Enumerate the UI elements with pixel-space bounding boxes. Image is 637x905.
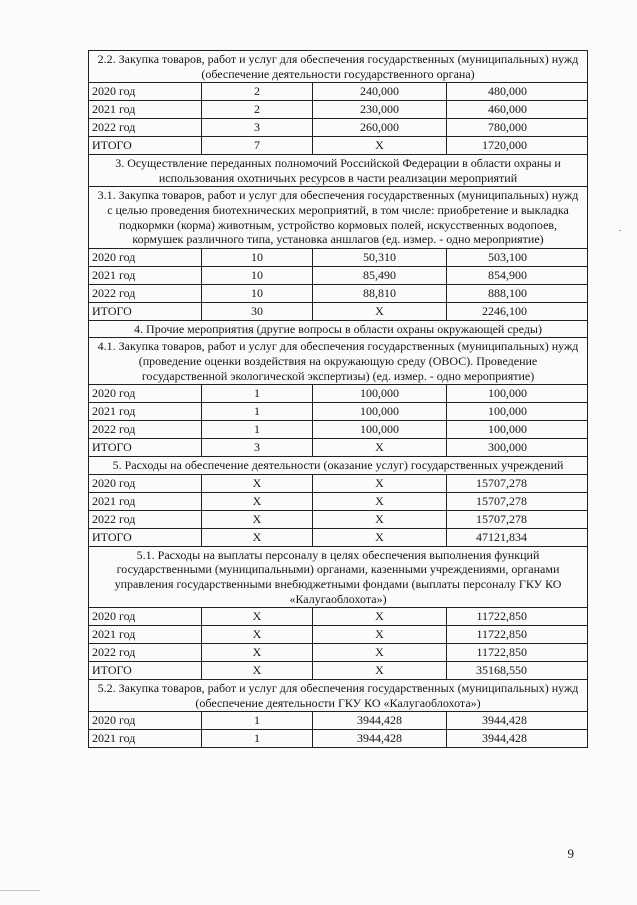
table-row [89, 626, 588, 644]
total-cell: 100,000 [447, 421, 588, 439]
price-cell: X [313, 137, 447, 155]
year-cell: 2021 год [89, 101, 202, 119]
year-cell: 2020 год [89, 385, 202, 403]
total-cell: 11722,850 [447, 644, 588, 662]
section-title: 5.2. Закупка товаров, работ и услуг для обеспечения государственных (муниципальных) нужд (обеспечение деятельности ГКУ КО «Калугаоблохота») [89, 680, 588, 712]
scan-artifact [619, 230, 621, 231]
total-cell: 15707,278 [447, 474, 588, 492]
year-cell: ИТОГО [89, 439, 202, 457]
section-header-row [89, 155, 588, 187]
quantity-cell: 10 [202, 248, 313, 266]
price-cell: 100,000 [313, 421, 447, 439]
section-title: 4.1. Закупка товаров, работ и услуг для обеспечения государственных (муниципальных) нужд (проведение оценки воздействия на окружающую среду (ОВОС). Проведение государственной экологической экспертизы) (ед. измер. - одно мероприятие) [89, 338, 588, 385]
price-cell: 85,490 [313, 266, 447, 284]
year-cell: 2020 год [89, 608, 202, 626]
table-row [89, 492, 588, 510]
year-cell: 2021 год [89, 730, 202, 748]
table-row [89, 528, 588, 546]
section-header-row [89, 320, 588, 338]
section-header-row [89, 680, 588, 712]
table-row [89, 119, 588, 137]
year-cell: ИТОГО [89, 137, 202, 155]
price-cell: X [313, 644, 447, 662]
table-row [89, 83, 588, 101]
price-cell: X [313, 608, 447, 626]
year-cell: ИТОГО [89, 302, 202, 320]
total-cell: 3944,428 [447, 730, 588, 748]
quantity-cell: 2 [202, 101, 313, 119]
year-cell: 2021 год [89, 403, 202, 421]
total-cell: 460,000 [447, 101, 588, 119]
price-cell: X [313, 626, 447, 644]
table-row [89, 662, 588, 680]
quantity-cell: X [202, 644, 313, 662]
table-row [89, 712, 588, 730]
quantity-cell: 1 [202, 712, 313, 730]
table-body [89, 51, 588, 748]
section-title: 3.1. Закупка товаров, работ и услуг для обеспечения государственных (муниципальных) нужд с целью проведения биотехнических мероприятий, в том числе: приобретение и выкладка подкормки (корма) животным, устройство кормовых полей, искусственных водопоев, кормушек различного типа, установка аншлагов (ед. измер. - одно мероприятие) [89, 187, 588, 248]
quantity-cell: 2 [202, 83, 313, 101]
price-cell: X [313, 528, 447, 546]
quantity-cell: 1 [202, 385, 313, 403]
price-cell: 260,000 [313, 119, 447, 137]
quantity-cell: X [202, 608, 313, 626]
table-row [89, 510, 588, 528]
total-cell: 47121,834 [447, 528, 588, 546]
price-cell: 240,000 [313, 83, 447, 101]
year-cell: 2021 год [89, 266, 202, 284]
year-cell: 2022 год [89, 421, 202, 439]
price-cell: X [313, 302, 447, 320]
price-cell: X [313, 662, 447, 680]
quantity-cell: 7 [202, 137, 313, 155]
total-cell: 888,100 [447, 284, 588, 302]
table-row [89, 730, 588, 748]
quantity-cell: 30 [202, 302, 313, 320]
year-cell: 2021 год [89, 492, 202, 510]
total-cell: 100,000 [447, 385, 588, 403]
total-cell: 11722,850 [447, 626, 588, 644]
budget-table [88, 50, 588, 748]
section-header-row [89, 51, 588, 83]
quantity-cell: 1 [202, 403, 313, 421]
table-row [89, 439, 588, 457]
quantity-cell: 10 [202, 284, 313, 302]
total-cell: 11722,850 [447, 608, 588, 626]
year-cell: 2020 год [89, 83, 202, 101]
year-cell: 2020 год [89, 248, 202, 266]
total-cell: 100,000 [447, 403, 588, 421]
price-cell: 3944,428 [313, 712, 447, 730]
section-header-row [89, 546, 588, 607]
total-cell: 854,900 [447, 266, 588, 284]
table-row [89, 644, 588, 662]
price-cell: 100,000 [313, 385, 447, 403]
total-cell: 1720,000 [447, 137, 588, 155]
section-title: 5. Расходы на обеспечение деятельности (оказание услуг) государственных учреждений [89, 457, 588, 475]
section-header-row [89, 457, 588, 475]
total-cell: 480,000 [447, 83, 588, 101]
table-row [89, 101, 588, 119]
year-cell: 2020 год [89, 712, 202, 730]
year-cell: 2022 год [89, 644, 202, 662]
price-cell: X [313, 510, 447, 528]
section-title: 5.1. Расходы на выплаты персоналу в целях обеспечения выполнения функций государственными (муниципальными) органами, казенными учреждениями, органами управления государственными внебюджетными фондами (выплаты персоналу ГКУ КО «Калугаоблохота») [89, 546, 588, 607]
table-row [89, 137, 588, 155]
total-cell: 35168,550 [447, 662, 588, 680]
year-cell: 2020 год [89, 474, 202, 492]
price-cell: X [313, 474, 447, 492]
year-cell: ИТОГО [89, 528, 202, 546]
scan-artifact [0, 890, 40, 891]
table-row [89, 266, 588, 284]
table-row [89, 403, 588, 421]
quantity-cell: X [202, 492, 313, 510]
quantity-cell: 1 [202, 421, 313, 439]
table-row [89, 474, 588, 492]
price-cell: 88,810 [313, 284, 447, 302]
total-cell: 2246,100 [447, 302, 588, 320]
section-header-row [89, 187, 588, 248]
year-cell: 2022 год [89, 119, 202, 137]
quantity-cell: X [202, 510, 313, 528]
price-cell: X [313, 492, 447, 510]
quantity-cell: X [202, 662, 313, 680]
quantity-cell: 10 [202, 266, 313, 284]
page-number: 9 [567, 846, 574, 861]
table-row [89, 385, 588, 403]
quantity-cell: X [202, 626, 313, 644]
quantity-cell: 1 [202, 730, 313, 748]
total-cell: 300,000 [447, 439, 588, 457]
total-cell: 15707,278 [447, 510, 588, 528]
table-row [89, 608, 588, 626]
table-row [89, 421, 588, 439]
price-cell: X [313, 439, 447, 457]
price-cell: 230,000 [313, 101, 447, 119]
quantity-cell: 3 [202, 439, 313, 457]
table-row [89, 284, 588, 302]
quantity-cell: 3 [202, 119, 313, 137]
table-row [89, 248, 588, 266]
year-cell: 2021 год [89, 626, 202, 644]
table-row [89, 302, 588, 320]
section-title: 4. Прочие мероприятия (другие вопросы в области охраны окружающей среды) [89, 320, 588, 338]
total-cell: 3944,428 [447, 712, 588, 730]
section-title: 3. Осуществление переданных полномочий Российской Федерации в области охраны и использования охотничьих ресурсов в части реализации мероприятий [89, 155, 588, 187]
quantity-cell: X [202, 528, 313, 546]
total-cell: 15707,278 [447, 492, 588, 510]
year-cell: ИТОГО [89, 662, 202, 680]
price-cell: 50,310 [313, 248, 447, 266]
total-cell: 780,000 [447, 119, 588, 137]
total-cell: 503,100 [447, 248, 588, 266]
section-title: 2.2. Закупка товаров, работ и услуг для обеспечения государственных (муниципальных) нужд (обеспечение деятельности государственного органа) [89, 51, 588, 83]
quantity-cell: X [202, 474, 313, 492]
price-cell: 100,000 [313, 403, 447, 421]
year-cell: 2022 год [89, 284, 202, 302]
section-header-row [89, 338, 588, 385]
year-cell: 2022 год [89, 510, 202, 528]
price-cell: 3944,428 [313, 730, 447, 748]
